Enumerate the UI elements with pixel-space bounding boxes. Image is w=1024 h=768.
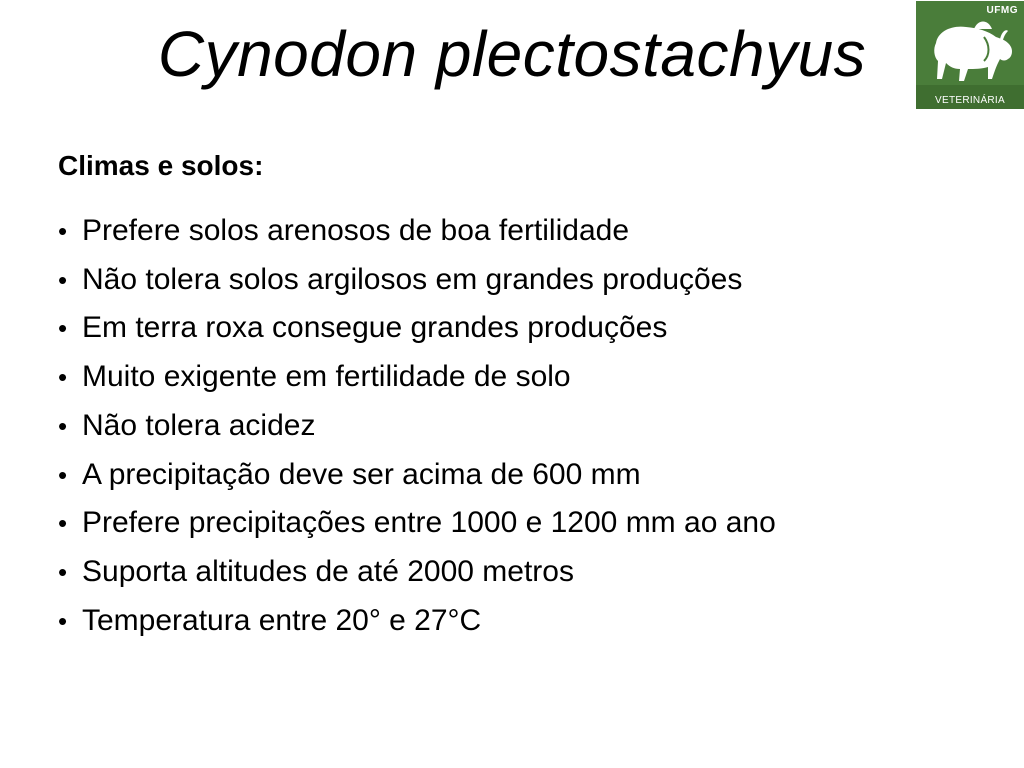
- logo-org-text: UFMG: [986, 5, 1018, 16]
- bullet-text: Muito exigente em fertilidade de solo: [82, 360, 571, 394]
- bullet-item: [58, 548, 988, 597]
- bullet-marker: •: [58, 508, 68, 539]
- bullet-text: Suporta altitudes de até 2000 metros: [82, 554, 574, 588]
- zebu-bull-icon: [916, 1, 1024, 109]
- ufmg-veterinaria-logo: [916, 1, 1024, 109]
- section-heading: Climas e solos:: [58, 150, 264, 181]
- bullet-item: [58, 353, 988, 402]
- bullet-marker: •: [58, 605, 68, 636]
- bullet-item: [58, 597, 988, 646]
- bullet-marker: •: [58, 556, 68, 587]
- bullet-marker: •: [58, 313, 68, 344]
- bullet-item: [58, 451, 988, 500]
- bullet-text: Em terra roxa consegue grandes produções: [82, 311, 668, 345]
- bullet-marker: •: [58, 459, 68, 490]
- bullet-item: [58, 304, 988, 353]
- bullet-text: Temperatura entre 20° e 27°C: [82, 603, 482, 637]
- bullet-text: Não tolera acidez: [82, 408, 316, 442]
- bullet-list: [58, 207, 988, 645]
- bullet-marker: •: [58, 264, 68, 295]
- bullet-item: [58, 402, 988, 451]
- bullet-text: Prefere solos arenosos de boa fertilidade: [82, 214, 630, 247]
- bullet-text: A precipitação deve ser acima de 600 mm: [82, 457, 641, 491]
- bullet-item: [58, 499, 988, 548]
- bullet-text: Não tolera solos argilosos em grandes produções: [82, 262, 743, 296]
- bullet-item: [58, 256, 988, 305]
- bullet-marker: •: [58, 410, 68, 441]
- slide-title: Cynodon plectostachyus: [157, 18, 867, 90]
- bullet-text: Prefere precipitações entre 1000 e 1200 mm ao ano: [82, 506, 776, 540]
- bullet-marker: •: [58, 362, 68, 393]
- logo-caption: VETERINÁRIA: [935, 95, 1005, 106]
- bullet-item: [58, 207, 988, 256]
- bullet-marker: •: [58, 216, 68, 246]
